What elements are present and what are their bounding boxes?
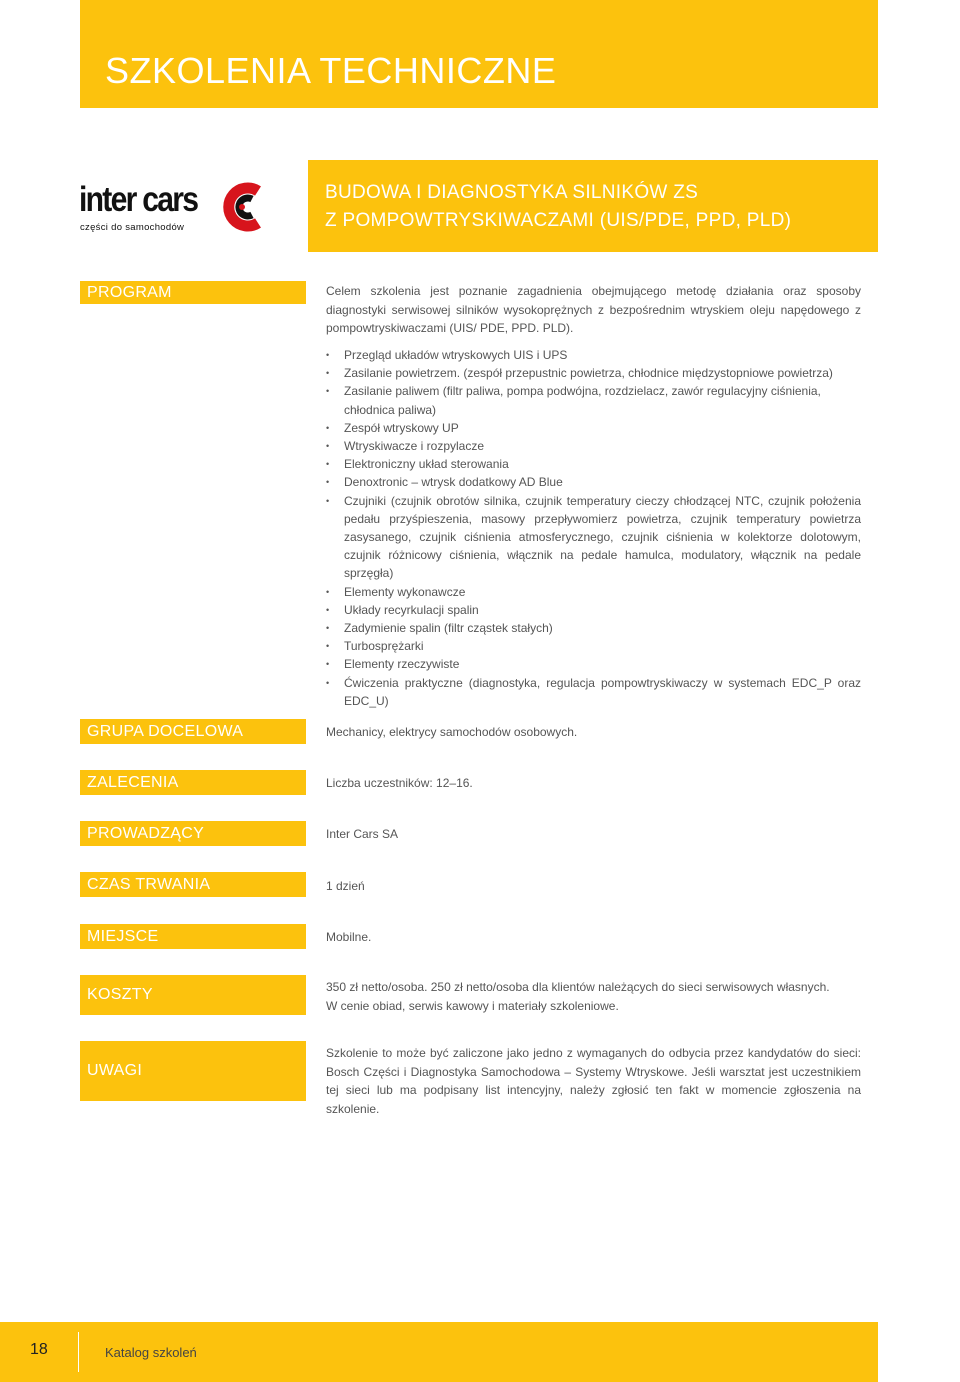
list-item: • Układy recyrkulacji spalin: [326, 601, 861, 619]
duration-label: CZAS TRWANIA: [80, 872, 306, 897]
program-intro: Celem szkolenia jest poznanie zagadnienia obejmującego metodę działania oraz sposoby diagnostyki serwisowej silników wysokoprężnych z bezpośrednim wtryskiem oleju napędowego z pompowtryskiwaczami (UIS/ PDE, PPD. PLD).: [326, 284, 861, 335]
inter-cars-logo: [79, 178, 279, 238]
course-title-line2: Z POMPOWTRYSKIWACZAMI (UIS/PDE, PPD, PLD): [325, 210, 792, 231]
list-item: • Zasilanie powietrzem. (zespół przepustnic powietrza, chłodnice międzystopniowe powietrza): [326, 364, 861, 382]
target-group-label: GRUPA DOCELOWA: [80, 719, 306, 744]
list-item: • Zasilanie paliwem (filtr paliwa, pompa podwójna, rozdzielacz, zawór regulacyjny ciśnienia, chłodnica paliwa): [326, 382, 861, 418]
list-item: • Elementy rzeczywiste: [326, 655, 861, 673]
footer-divider: [78, 1332, 79, 1372]
page-number: 18: [30, 1341, 48, 1358]
duration-text: 1 dzień: [326, 879, 365, 893]
list-item: • Elektroniczny układ sterowania: [326, 455, 861, 473]
list-item: • Denoxtronic – wtrysk dodatkowy AD Blue: [326, 473, 861, 491]
place-text: Mobilne.: [326, 930, 372, 944]
logo-brand: inter cars: [79, 180, 198, 219]
list-item: • Przegląd układów wtryskowych UIS i UPS: [326, 346, 861, 364]
program-list: [326, 346, 861, 710]
notes-text: Szkolenie to może być zaliczone jako jedno z wymaganych do odbycia przez kandydatów do sieci: Bosch Części i Diagnostyka Samochodowa – Systemy Wtryskowe. Jeśli warsztat jest uczestnikiem tej sieci lub ma podpisany list intencyjny, należy zgłosić ten fakt w momencie zgłoszenia na szkolenie.: [326, 1046, 861, 1116]
course-title-line1: BUDOWA I DIAGNOSTYKA SILNIKÓW ZS: [325, 182, 699, 203]
list-item: • Czujniki (czujnik obrotów silnika, czujnik temperatury cieczy chłodzącej NTC, czujnik położenia pedału przyśpieszenia, masowy przepływomierz powietrza, czujnik temperatury powietrza zasysanego, czujnik ciśnienia atmosferycznego, czujnik ciśnienia w kolektorze dolotowym, czujnik różnicowy ciśnienia, włącznik na pedale hamulca, modulatory, włącznik na pedale sprzęgła): [326, 492, 861, 583]
costs-text: [326, 978, 861, 1015]
catalog-name: Katalog szkoleń: [105, 1345, 197, 1360]
footer: [0, 1322, 878, 1382]
list-item: • Elementy wykonawcze: [326, 583, 861, 601]
costs-label: KOSZTY: [80, 975, 306, 1015]
course-title-band: [308, 160, 878, 252]
costs-line1: 350 zł netto/osoba. 250 zł netto/osoba dla klientów należących do sieci serwisowych własnych.: [326, 980, 830, 994]
program-label: PROGRAM: [80, 281, 306, 304]
trainer-text: Inter Cars SA: [326, 827, 399, 841]
target-group-text: Mechanicy, elektrycy samochodów osobowych.: [326, 725, 578, 739]
costs-line2: W cenie obiad, serwis kawowy i materiały szkoleniowe.: [326, 998, 619, 1013]
trainer-label: PROWADZĄCY: [80, 821, 306, 846]
place-label: MIEJSCE: [80, 924, 306, 949]
recommendations-label: ZALECENIA: [80, 770, 306, 795]
notes-label: UWAGI: [80, 1041, 306, 1101]
list-item: • Zespół wtryskowy UP: [326, 419, 861, 437]
logo-c-mark-icon: [218, 181, 268, 233]
list-item: • Turbosprężarki: [326, 637, 861, 655]
header-band: [80, 0, 878, 108]
page-title: SZKOLENIA TECHNICZNE: [105, 50, 557, 91]
list-item: • Wtryskiwacze i rozpylacze: [326, 437, 861, 455]
recommendations-text: Liczba uczestników: 12–16.: [326, 776, 473, 790]
list-item: • Zadymienie spalin (filtr cząstek stałych): [326, 619, 861, 637]
logo-subtitle: części do samochodów: [80, 222, 185, 233]
list-item: • Ćwiczenia praktyczne (diagnostyka, regulacja pompowtryskiwaczy w systemach EDC_P oraz EDC_U): [326, 674, 861, 710]
